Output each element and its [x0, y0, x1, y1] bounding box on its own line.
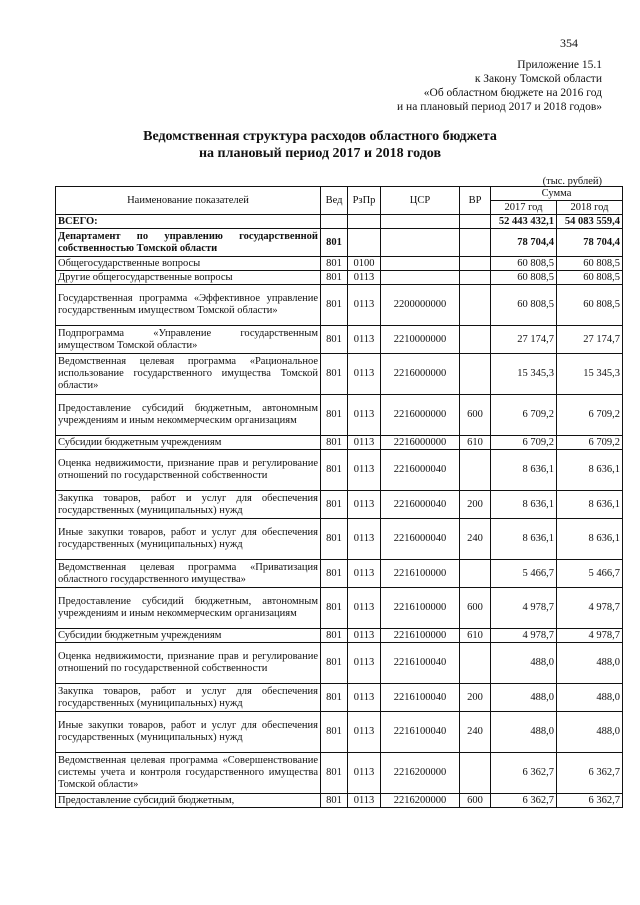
- cell-csr: [381, 271, 460, 285]
- appendix-note: [302, 58, 602, 114]
- cell-2017: 488,0: [491, 712, 557, 753]
- table-row: [56, 588, 623, 629]
- cell-ved: 801: [321, 519, 348, 560]
- table-body: [56, 215, 623, 808]
- table-row: [56, 684, 623, 712]
- cell-name: Иные закупки товаров, работ и услуг для обеспечения государственных (муниципальных) нужд: [56, 712, 321, 753]
- cell-csr: 2216000040: [381, 519, 460, 560]
- cell-ved: 801: [321, 753, 348, 794]
- cell-2017: 6 362,7: [491, 794, 557, 808]
- cell-vr: [460, 450, 491, 491]
- table-row: [56, 215, 623, 229]
- title-line: Ведомственная структура расходов областного бюджета: [143, 129, 497, 144]
- cell-csr: 2216000000: [381, 436, 460, 450]
- header-vr: ВР: [460, 187, 491, 215]
- cell-ved: [321, 215, 348, 229]
- cell-rzpr: 0113: [348, 560, 381, 588]
- cell-csr: 2216000000: [381, 395, 460, 436]
- cell-vr: 240: [460, 519, 491, 560]
- cell-vr: 200: [460, 491, 491, 519]
- cell-2018: 60 808,5: [557, 257, 623, 271]
- cell-2017: 488,0: [491, 684, 557, 712]
- cell-csr: 2210000000: [381, 326, 460, 354]
- cell-vr: [460, 285, 491, 326]
- header-sum: Сумма: [491, 187, 623, 201]
- cell-csr: 2216200000: [381, 794, 460, 808]
- cell-name: Государственная программа «Эффективное управление государственным имуществом Томской области»: [56, 285, 321, 326]
- cell-ved: 801: [321, 326, 348, 354]
- header-2018: 2018 год: [557, 201, 623, 215]
- table-row: [56, 629, 623, 643]
- cell-ved: 801: [321, 229, 348, 257]
- cell-ved: 801: [321, 354, 348, 395]
- cell-ved: 801: [321, 436, 348, 450]
- cell-2018: 5 466,7: [557, 560, 623, 588]
- table-row: [56, 560, 623, 588]
- cell-csr: [381, 215, 460, 229]
- cell-ved: 801: [321, 629, 348, 643]
- cell-name: Департамент по управлению государственной собственностью Томской области: [56, 229, 321, 257]
- table-row: [56, 519, 623, 560]
- units-note: (тыс. рублей): [542, 176, 602, 187]
- cell-csr: 2200000000: [381, 285, 460, 326]
- cell-rzpr: 0113: [348, 285, 381, 326]
- cell-rzpr: 0113: [348, 684, 381, 712]
- cell-ved: 801: [321, 560, 348, 588]
- cell-2018: 488,0: [557, 712, 623, 753]
- cell-rzpr: 0113: [348, 588, 381, 629]
- cell-rzpr: 0113: [348, 753, 381, 794]
- cell-2018: 8 636,1: [557, 450, 623, 491]
- table-row: [56, 271, 623, 285]
- cell-ved: 801: [321, 684, 348, 712]
- cell-ved: 801: [321, 395, 348, 436]
- page-number: 354: [560, 36, 578, 50]
- cell-name: Другие общегосударственные вопросы: [56, 271, 321, 285]
- cell-vr: [460, 215, 491, 229]
- header-2017: 2017 год: [491, 201, 557, 215]
- cell-csr: 2216000040: [381, 491, 460, 519]
- cell-name: Предоставление субсидий бюджетным, автономным учреждениям и иным некоммерческим организациям: [56, 588, 321, 629]
- cell-csr: 2216100040: [381, 684, 460, 712]
- cell-rzpr: 0113: [348, 519, 381, 560]
- cell-name: Ведомственная целевая программа «Рациональное использование государственного имущества Томской области»: [56, 354, 321, 395]
- cell-rzpr: 0113: [348, 450, 381, 491]
- cell-vr: 600: [460, 588, 491, 629]
- cell-csr: 2216100000: [381, 629, 460, 643]
- cell-2017: 78 704,4: [491, 229, 557, 257]
- table-row: [56, 395, 623, 436]
- cell-2017: 4 978,7: [491, 588, 557, 629]
- header-csr: ЦСР: [381, 187, 460, 215]
- cell-vr: 200: [460, 684, 491, 712]
- cell-name: Ведомственная целевая программа «Приватизация областного государственного имущества»: [56, 560, 321, 588]
- cell-2018: 6 709,2: [557, 395, 623, 436]
- cell-2018: 15 345,3: [557, 354, 623, 395]
- cell-2018: 8 636,1: [557, 519, 623, 560]
- table-row: [56, 229, 623, 257]
- header-ved: Вед: [321, 187, 348, 215]
- cell-csr: [381, 257, 460, 271]
- table-header: [56, 187, 623, 215]
- cell-rzpr: [348, 229, 381, 257]
- cell-ved: 801: [321, 491, 348, 519]
- cell-csr: 2216000040: [381, 450, 460, 491]
- cell-2018: 54 083 559,4: [557, 215, 623, 229]
- table-row: [56, 794, 623, 808]
- cell-vr: 610: [460, 629, 491, 643]
- cell-name: Закупка товаров, работ и услуг для обеспечения государственных (муниципальных) нужд: [56, 684, 321, 712]
- cell-ved: 801: [321, 271, 348, 285]
- cell-name: Предоставление субсидий бюджетным, автономным учреждениям и иным некоммерческим организациям: [56, 395, 321, 436]
- cell-2018: 60 808,5: [557, 271, 623, 285]
- appendix-line: «Об областном бюджете на 2016 год: [423, 87, 602, 99]
- cell-vr: [460, 643, 491, 684]
- table-row: [56, 436, 623, 450]
- cell-2018: 27 174,7: [557, 326, 623, 354]
- cell-name: Подпрограмма «Управление государственным имуществом Томской области»: [56, 326, 321, 354]
- cell-2018: 78 704,4: [557, 229, 623, 257]
- cell-name: Предоставление субсидий бюджетным,: [56, 794, 321, 808]
- cell-2017: 60 808,5: [491, 271, 557, 285]
- cell-name: Закупка товаров, работ и услуг для обеспечения государственных (муниципальных) нужд: [56, 491, 321, 519]
- cell-csr: 2216000000: [381, 354, 460, 395]
- cell-rzpr: 0113: [348, 491, 381, 519]
- cell-ved: 801: [321, 257, 348, 271]
- cell-name: Иные закупки товаров, работ и услуг для обеспечения государственных (муниципальных) нужд: [56, 519, 321, 560]
- cell-vr: 600: [460, 395, 491, 436]
- cell-name: ВСЕГО:: [56, 215, 321, 229]
- header-rzpr: РзПр: [348, 187, 381, 215]
- document-title: [0, 128, 640, 162]
- cell-ved: 801: [321, 588, 348, 629]
- cell-2018: 4 978,7: [557, 588, 623, 629]
- budget-table: [55, 186, 623, 808]
- cell-name: Оценка недвижимости, признание прав и регулирование отношений по государственной собственности: [56, 450, 321, 491]
- cell-vr: [460, 229, 491, 257]
- table-row: [56, 450, 623, 491]
- title-line: на плановый период 2017 и 2018 годов: [198, 146, 442, 161]
- cell-vr: [460, 560, 491, 588]
- cell-2017: 488,0: [491, 643, 557, 684]
- cell-rzpr: 0113: [348, 354, 381, 395]
- cell-rzpr: [348, 215, 381, 229]
- cell-2017: 6 709,2: [491, 395, 557, 436]
- cell-2018: 8 636,1: [557, 491, 623, 519]
- cell-ved: 801: [321, 450, 348, 491]
- table-row: [56, 712, 623, 753]
- cell-vr: [460, 257, 491, 271]
- cell-2018: 6 362,7: [557, 794, 623, 808]
- table-row: [56, 257, 623, 271]
- cell-rzpr: 0113: [348, 436, 381, 450]
- cell-name: Общегосударственные вопросы: [56, 257, 321, 271]
- cell-ved: 801: [321, 794, 348, 808]
- cell-2017: 4 978,7: [491, 629, 557, 643]
- cell-2017: 27 174,7: [491, 326, 557, 354]
- table-row: [56, 753, 623, 794]
- cell-2017: 52 443 432,1: [491, 215, 557, 229]
- cell-csr: 2216100000: [381, 588, 460, 629]
- table-row: [56, 354, 623, 395]
- cell-csr: [381, 229, 460, 257]
- cell-name: Субсидии бюджетным учреждениям: [56, 436, 321, 450]
- appendix-line: и на плановый период 2017 и 2018 годов»: [397, 101, 602, 113]
- cell-vr: 600: [460, 794, 491, 808]
- cell-csr: 2216200000: [381, 753, 460, 794]
- appendix-line: Приложение 15.1: [517, 59, 602, 71]
- header-name: Наименование показателей: [56, 187, 321, 215]
- cell-2017: 6 709,2: [491, 436, 557, 450]
- cell-2017: 5 466,7: [491, 560, 557, 588]
- table-row: [56, 326, 623, 354]
- cell-2017: 6 362,7: [491, 753, 557, 794]
- cell-2018: 6 362,7: [557, 753, 623, 794]
- cell-ved: 801: [321, 712, 348, 753]
- cell-csr: 2216100040: [381, 712, 460, 753]
- cell-rzpr: 0113: [348, 271, 381, 285]
- appendix-line: к Закону Томской области: [474, 73, 602, 85]
- cell-2017: 60 808,5: [491, 257, 557, 271]
- cell-vr: [460, 271, 491, 285]
- cell-rzpr: 0100: [348, 257, 381, 271]
- cell-2017: 15 345,3: [491, 354, 557, 395]
- cell-vr: [460, 354, 491, 395]
- cell-csr: 2216100040: [381, 643, 460, 684]
- cell-2017: 60 808,5: [491, 285, 557, 326]
- cell-csr: 2216100000: [381, 560, 460, 588]
- cell-2018: 488,0: [557, 684, 623, 712]
- cell-2017: 8 636,1: [491, 519, 557, 560]
- cell-rzpr: 0113: [348, 643, 381, 684]
- cell-ved: 801: [321, 643, 348, 684]
- cell-rzpr: 0113: [348, 629, 381, 643]
- cell-rzpr: 0113: [348, 712, 381, 753]
- cell-vr: 610: [460, 436, 491, 450]
- cell-name: Ведомственная целевая программа «Совершенствование системы учета и контроля государственного имущества Томской области»: [56, 753, 321, 794]
- cell-2017: 8 636,1: [491, 491, 557, 519]
- cell-name: Оценка недвижимости, признание прав и регулирование отношений по государственной собственности: [56, 643, 321, 684]
- table-row: [56, 285, 623, 326]
- cell-vr: [460, 753, 491, 794]
- cell-2018: 60 808,5: [557, 285, 623, 326]
- cell-vr: [460, 326, 491, 354]
- cell-2018: 4 978,7: [557, 629, 623, 643]
- cell-rzpr: 0113: [348, 326, 381, 354]
- table-row: [56, 643, 623, 684]
- cell-2018: 6 709,2: [557, 436, 623, 450]
- cell-rzpr: 0113: [348, 395, 381, 436]
- cell-2017: 8 636,1: [491, 450, 557, 491]
- cell-name: Субсидии бюджетным учреждениям: [56, 629, 321, 643]
- cell-rzpr: 0113: [348, 794, 381, 808]
- cell-2018: 488,0: [557, 643, 623, 684]
- cell-ved: 801: [321, 285, 348, 326]
- cell-vr: 240: [460, 712, 491, 753]
- table-row: [56, 491, 623, 519]
